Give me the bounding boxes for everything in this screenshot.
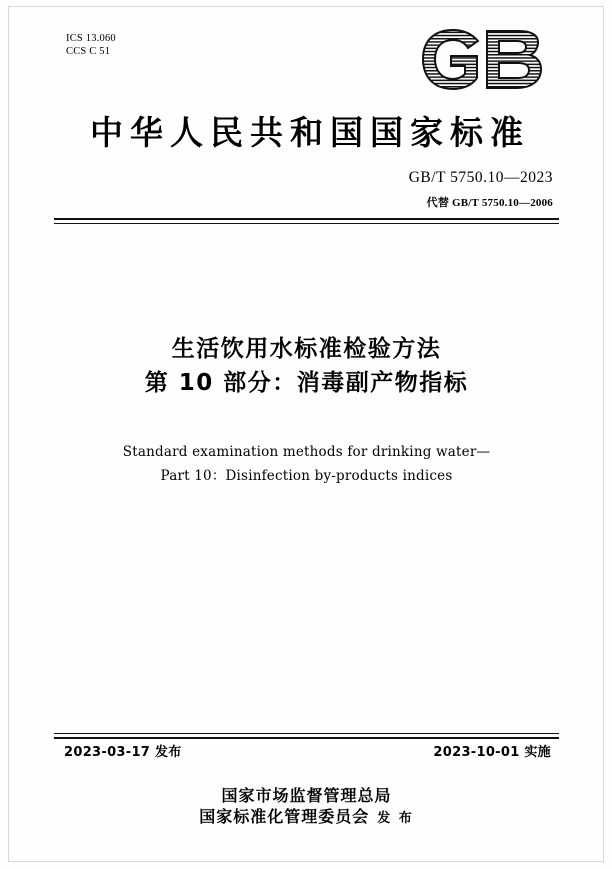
page-title: 中华人民共和国国家标准 <box>90 113 530 152</box>
ics-code: ICS 13.060 <box>66 33 116 44</box>
issue-date: 2023-03-17 发布 <box>64 745 182 760</box>
standard-title-cn <box>54 332 559 400</box>
footer-rule-thin <box>54 733 559 734</box>
issuer-line-1: 国家市场监督管理总局 <box>221 786 392 805</box>
header-rule-thin <box>54 223 559 224</box>
footer-rule-thick <box>54 737 559 739</box>
implementation-date: 2023-10-01 实施 <box>433 745 551 760</box>
publish-label: 发 布 <box>377 811 414 826</box>
standard-title-en-line1: Standard examination methods for drinking water— <box>122 444 491 460</box>
standard-title-cn-line1: 生活饮用水标准检验方法 <box>171 336 442 362</box>
ccs-code: CCS C 51 <box>66 46 111 57</box>
classification-codes <box>66 32 116 58</box>
replaced-standard: 代替 GB/T 5750.10—2006 <box>426 197 553 209</box>
cover-content <box>54 22 559 842</box>
standard-number: GB/T 5750.10—2023 <box>408 169 553 186</box>
gb-emblem-icon <box>417 22 553 96</box>
standard-title-cn-line2: 第 10 部分：消毒副产物指标 <box>144 370 469 396</box>
standard-title-en-line2: Part 10：Disinfection by-products indices <box>160 468 453 484</box>
issuing-authority <box>54 785 559 829</box>
header-rule-thick <box>54 218 559 220</box>
issuer-line-2: 国家标准化管理委员会 <box>199 807 370 826</box>
standard-title-en <box>54 440 559 488</box>
